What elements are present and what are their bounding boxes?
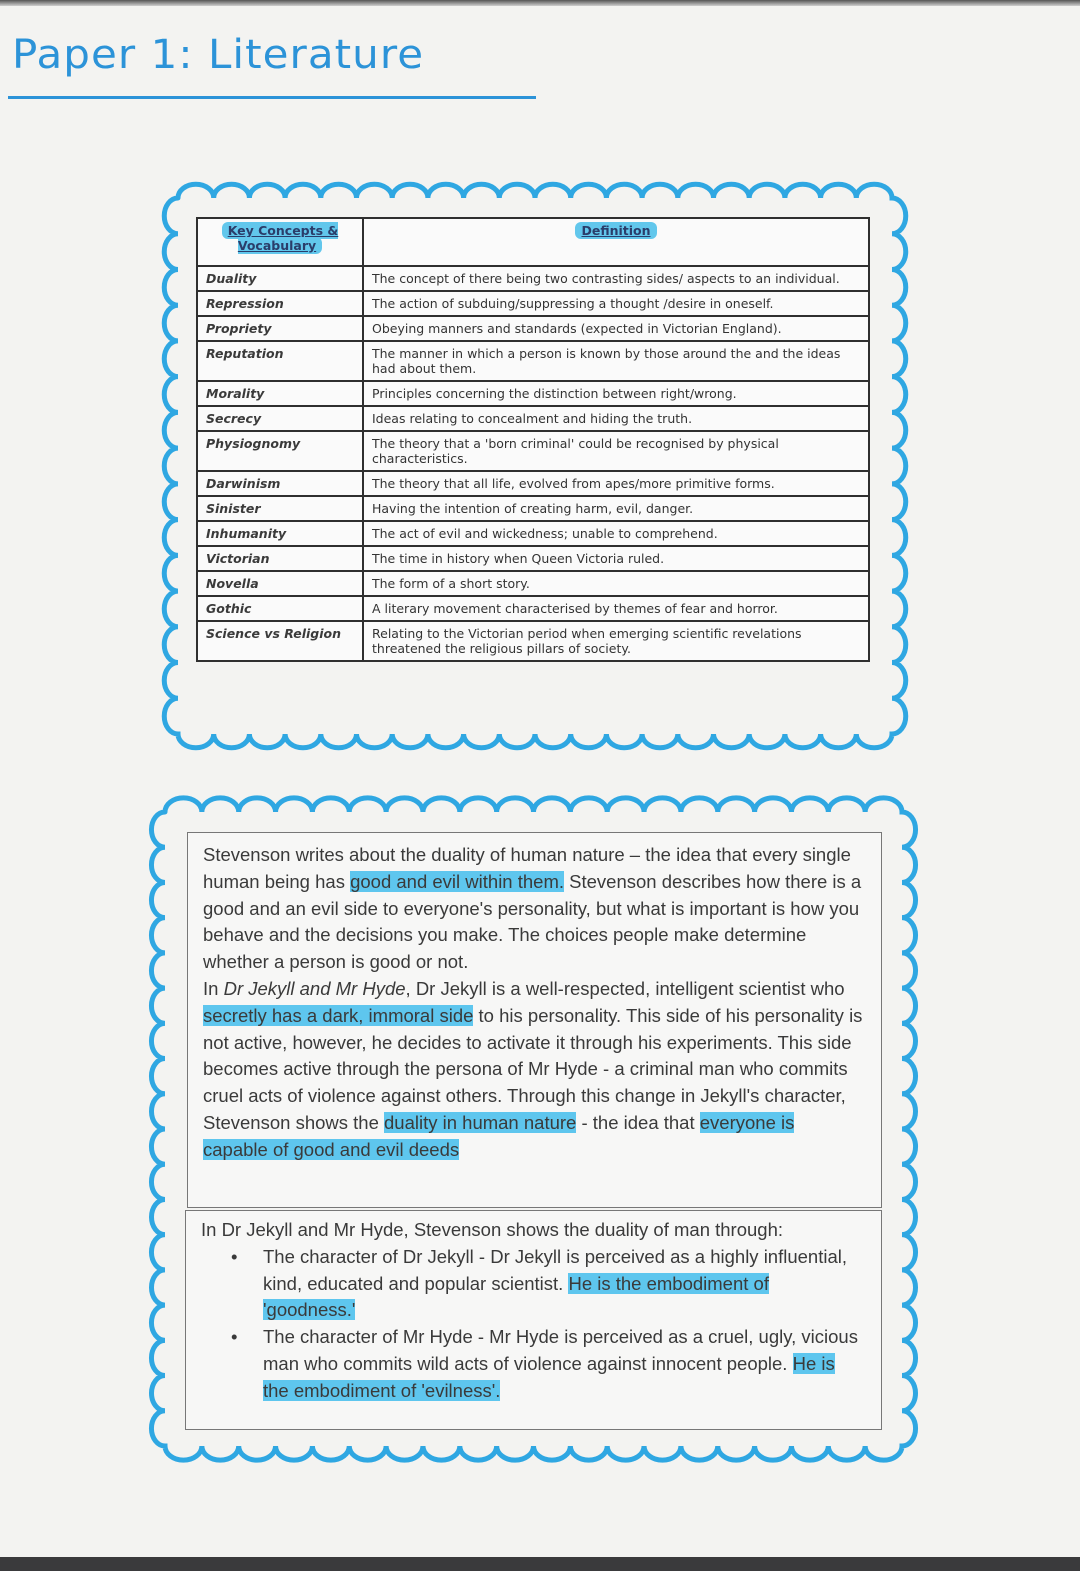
term-cell: Morality	[197, 381, 363, 406]
table-row	[197, 406, 869, 431]
vocab-table	[196, 217, 870, 662]
header-term: Key Concepts & Vocabulary	[197, 218, 363, 266]
definition-cell: Obeying manners and standards (expected in Victorian England).	[363, 316, 869, 341]
definition-cell: The concept of there being two contrasting sides/ aspects to an individual.	[363, 266, 869, 291]
table-row	[197, 471, 869, 496]
table-row	[197, 621, 869, 661]
list-item: • The character of Dr Jekyll - Dr Jekyll is perceived as a highly influential, kind, educated and popular scientist. He is the embodiment of 'goodness.'	[263, 1244, 861, 1324]
page-top-edge	[0, 0, 1080, 6]
table-row	[197, 596, 869, 621]
definition-cell: Ideas relating to concealment and hiding the truth.	[363, 406, 869, 431]
table-row	[197, 431, 869, 471]
duality-list-box	[185, 1210, 882, 1430]
list-item: • The character of Mr Hyde - Mr Hyde is perceived as a cruel, ugly, vicious man who commits wild acts of violence against innocent people. He is the embodiment of 'evilness'.	[263, 1324, 861, 1404]
page-bottom-edge	[0, 1557, 1080, 1571]
table-row	[197, 571, 869, 596]
term-cell: Propriety	[197, 316, 363, 341]
title-underline	[8, 96, 536, 99]
book-title: Dr Jekyll and Mr Hyde	[223, 977, 406, 999]
term-cell: Novella	[197, 571, 363, 596]
definition-cell: Principles concerning the distinction between right/wrong.	[363, 381, 869, 406]
table-row	[197, 291, 869, 316]
term-cell: Secrecy	[197, 406, 363, 431]
highlight: good and evil within them.	[350, 870, 564, 892]
definition-cell: The manner in which a person is known by those around the and the ideas had about them.	[363, 341, 869, 381]
term-cell: Sinister	[197, 496, 363, 521]
highlight: He is the embodiment of 'evilness'.	[263, 1352, 835, 1401]
table-row	[197, 381, 869, 406]
definition-cell: Having the intention of creating harm, evil, danger.	[363, 496, 869, 521]
definition-cell: Relating to the Victorian period when emerging scientific revelations threatened the religious pillars of society.	[363, 621, 869, 661]
table-header-row	[197, 218, 869, 266]
table-row	[197, 546, 869, 571]
bullet-list	[201, 1244, 861, 1405]
highlight: He is the embodiment of 'goodness.'	[263, 1272, 769, 1321]
table-row	[197, 316, 869, 341]
table-row	[197, 496, 869, 521]
term-cell: Victorian	[197, 546, 363, 571]
term-cell: Gothic	[197, 596, 363, 621]
highlight: everyone is capable of good and evil deeds	[203, 1111, 795, 1160]
table-row	[197, 521, 869, 546]
paragraph-jekyll: In Dr Jekyll and Mr Hyde, Dr Jekyll is a well-respected, intelligent scientist who secretly has a dark, immoral side to his personality. This side of his personality is not active, however, he decides to activate it through his experiments. This side becomes active through the persona of Mr Hyde - a criminal man who commits cruel acts of violence against others. Through this change in Jekyll's character, Stevenson shows the duality in human nature - the idea that everyone is capable of good and evil deeds	[203, 977, 863, 1160]
table-row	[197, 266, 869, 291]
definition-cell: The form of a short story.	[363, 571, 869, 596]
term-cell: Darwinism	[197, 471, 363, 496]
term-cell: Repression	[197, 291, 363, 316]
term-cell: Duality	[197, 266, 363, 291]
definition-cell: The theory that a 'born criminal' could be recognised by physical characteristics.	[363, 431, 869, 471]
term-cell: Reputation	[197, 341, 363, 381]
term-cell: Inhumanity	[197, 521, 363, 546]
header-definition: Definition	[363, 218, 869, 266]
definition-cell: A literary movement characterised by themes of fear and horror.	[363, 596, 869, 621]
term-cell: Science vs Religion	[197, 621, 363, 661]
definition-cell: The time in history when Queen Victoria ruled.	[363, 546, 869, 571]
duality-explanation-box	[187, 832, 882, 1208]
definition-cell: The theory that all life, evolved from apes/more primitive forms.	[363, 471, 869, 496]
paragraph-intro: Stevenson writes about the duality of human nature – the idea that every single human being has good and evil within them. Stevenson describes how there is a good and an evil side to everyone's personality, but what is important is how you behave and the decisions you make. The choices people make determine whether a person is good or not.	[203, 844, 862, 973]
highlight: duality in human nature	[384, 1111, 577, 1133]
list-intro: In Dr Jekyll and Mr Hyde, Stevenson shows the duality of man through:	[201, 1219, 784, 1240]
page-title: Paper 1: Literature	[12, 32, 425, 78]
definition-cell: The action of subduing/suppressing a thought /desire in oneself.	[363, 291, 869, 316]
definition-cell: The act of evil and wickedness; unable to comprehend.	[363, 521, 869, 546]
table-row	[197, 341, 869, 381]
highlight: secretly has a dark, immoral side	[203, 1004, 474, 1026]
term-cell: Physiognomy	[197, 431, 363, 471]
